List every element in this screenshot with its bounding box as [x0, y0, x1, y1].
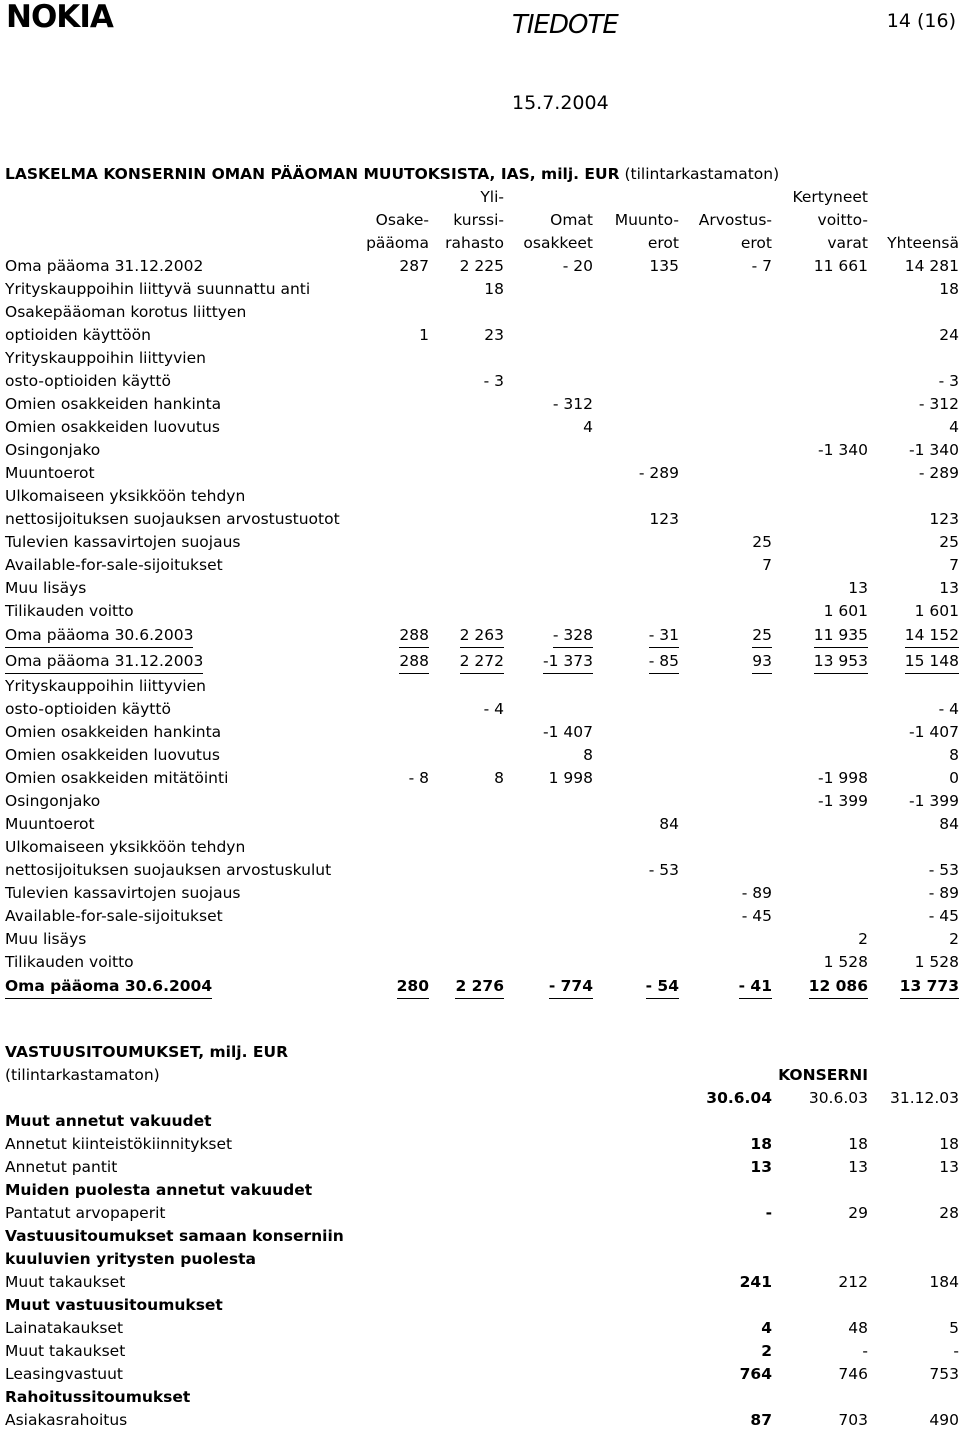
table-cell: 764 — [739, 1365, 772, 1383]
row-label: Yrityskauppoihin liittyvien — [5, 677, 206, 695]
row-label: Leasingvastuut — [5, 1365, 123, 1383]
table-cell: 1 — [419, 326, 429, 344]
row-label: osto-optioiden käyttö — [5, 372, 171, 390]
table-cell: 212 — [838, 1273, 868, 1291]
table-cell: 13 — [939, 579, 959, 597]
table-row — [5, 698, 959, 721]
row-label: Available-for-sale-sijoitukset — [5, 556, 223, 574]
table-cell: 123 — [649, 510, 679, 528]
commitments-subtitle-row — [5, 1064, 959, 1087]
col-header: erot — [740, 234, 772, 252]
table-cell: - 53 — [648, 861, 679, 879]
table-cell: 84 — [939, 815, 959, 833]
col-header: Muunto- — [614, 211, 679, 229]
table-cell: 15 148 — [905, 649, 959, 674]
table-row — [5, 767, 959, 790]
table-cell: - 289 — [638, 464, 679, 482]
table-cell: 14 152 — [905, 623, 959, 648]
table-cell: 5 — [949, 1319, 959, 1337]
table-cell: - 312 — [552, 395, 593, 413]
table-cell: 87 — [750, 1411, 772, 1429]
table-cell: -1 399 — [818, 792, 868, 810]
table-cell: 2 — [761, 1342, 772, 1360]
table-cell: 25 — [752, 533, 772, 551]
row-label: Muu lisäys — [5, 579, 87, 597]
table-cell: - 45 — [741, 907, 772, 925]
section-heading-row — [5, 1248, 959, 1271]
table-row — [5, 721, 959, 744]
row-label: Yrityskauppoihin liittyvä suunnattu anti — [5, 280, 311, 298]
table-cell: 25 — [939, 533, 959, 551]
table-cell: - 4 — [483, 700, 504, 718]
table-cell: 14 281 — [904, 257, 959, 275]
table-cell: 25 — [752, 623, 772, 648]
commitments-title: VASTUUSITOUMUKSET, milj. EUR — [5, 1043, 289, 1061]
table-row — [5, 1271, 959, 1294]
table-cell: 18 — [939, 1135, 959, 1153]
table-row — [5, 393, 959, 416]
table-row — [5, 744, 959, 767]
table-cell: 8 — [583, 746, 593, 764]
row-label: Osakepääoman korotus liittyen — [5, 303, 247, 321]
table-cell: 288 — [399, 649, 429, 674]
table-cell: 0 — [949, 769, 959, 787]
table-cell: 11 661 — [813, 257, 868, 275]
table-row — [5, 324, 959, 347]
table-cell: 18 — [484, 280, 504, 298]
row-heading: Muiden puolesta annetut vakuudet — [5, 1181, 313, 1199]
section-heading-row — [5, 1225, 959, 1248]
group-label: KONSERNI — [778, 1066, 868, 1084]
table-row — [5, 974, 959, 1000]
table-cell: - — [862, 1342, 868, 1360]
table-cell: - 289 — [918, 464, 959, 482]
row-label: Osingonjako — [5, 441, 101, 459]
table-cell: - — [765, 1204, 772, 1222]
table-cell: 8 — [494, 769, 504, 787]
table-row — [5, 301, 959, 324]
table-cell: 490 — [929, 1411, 959, 1429]
table-cell: 1 998 — [548, 769, 593, 787]
table-cell: 280 — [397, 974, 429, 999]
table-cell: 23 — [484, 326, 504, 344]
release-date: 15.7.2004 — [512, 92, 609, 114]
table-row — [5, 508, 959, 531]
col-header: osakkeet — [523, 234, 593, 252]
table-cell: -1 399 — [909, 792, 959, 810]
row-label: Ulkomaiseen yksikköön tehdyn — [5, 487, 246, 505]
table-row — [5, 255, 959, 278]
table-cell: -1 340 — [818, 441, 868, 459]
table-cell: 287 — [399, 257, 429, 275]
table-cell: 123 — [929, 510, 959, 528]
row-label: Yrityskauppoihin liittyvien — [5, 349, 206, 367]
table-cell: - 41 — [739, 974, 772, 999]
table-cell: 7 — [949, 556, 959, 574]
row-label: Omien osakkeiden luovutus — [5, 418, 220, 436]
table-row — [5, 623, 959, 649]
table-cell: 28 — [939, 1204, 959, 1222]
row-label: Annetut pantit — [5, 1158, 118, 1176]
row-label: nettosijoituksen suojauksen arvostustuotot — [5, 510, 340, 528]
table-cell: 2 — [858, 930, 868, 948]
table-cell: 4 — [949, 418, 959, 436]
table-row — [5, 1202, 959, 1225]
table-cell: - 328 — [553, 623, 593, 648]
col-header: Yli- — [480, 188, 504, 206]
table-row — [5, 577, 959, 600]
row-label: Tilikauden voitto — [5, 953, 134, 971]
table-cell: -1 407 — [909, 723, 959, 741]
row-label: Muut takaukset — [5, 1273, 126, 1291]
table-cell: 2 263 — [460, 623, 504, 648]
table-cell: 288 — [399, 623, 429, 648]
table-row — [5, 531, 959, 554]
row-label: Omien osakkeiden hankinta — [5, 723, 222, 741]
commitments-statement — [5, 1041, 959, 1432]
col-header: pääoma — [366, 234, 429, 252]
col-header: varat — [827, 234, 868, 252]
table-row — [5, 554, 959, 577]
equity-column-headers — [5, 186, 959, 255]
table-cell: -1 340 — [909, 441, 959, 459]
table-cell: 703 — [838, 1411, 868, 1429]
commitments-date-headers — [5, 1087, 959, 1110]
table-row — [5, 1156, 959, 1179]
row-label: Ulkomaiseen yksikköön tehdyn — [5, 838, 246, 856]
table-cell: 135 — [649, 257, 679, 275]
table-row — [5, 649, 959, 675]
section-heading-row — [5, 1110, 959, 1133]
col-header: erot — [647, 234, 679, 252]
row-label: Lainatakaukset — [5, 1319, 124, 1337]
row-heading: Vastuusitoumukset samaan konserniin — [5, 1227, 344, 1245]
document-type: TIEDOTE — [512, 10, 618, 40]
row-label: Omien osakkeiden luovutus — [5, 746, 220, 764]
table-row — [5, 347, 959, 370]
table-row — [5, 600, 959, 623]
table-cell: 1 601 — [823, 602, 868, 620]
equity-table-body — [5, 255, 959, 1000]
table-cell: 93 — [752, 649, 772, 674]
row-label: Muut takaukset — [5, 1342, 126, 1360]
table-row — [5, 1409, 959, 1432]
col-header: rahasto — [445, 234, 504, 252]
row-label: osto-optioiden käyttö — [5, 700, 171, 718]
row-label: Oma pääoma 31.12.2003 — [5, 649, 203, 674]
table-cell: 84 — [659, 815, 679, 833]
date-header: 30.6.04 — [706, 1089, 772, 1107]
table-cell: 184 — [929, 1273, 959, 1291]
equity-statement — [5, 163, 959, 1000]
table-cell: - 54 — [646, 974, 679, 999]
table-cell: - 20 — [562, 257, 593, 275]
table-cell: 2 272 — [460, 649, 504, 674]
row-label: Tilikauden voitto — [5, 602, 134, 620]
table-cell: 24 — [939, 326, 959, 344]
table-row — [5, 790, 959, 813]
col-header: voitto- — [817, 211, 868, 229]
table-row — [5, 675, 959, 698]
table-row — [5, 439, 959, 462]
table-cell: 18 — [848, 1135, 868, 1153]
table-cell: - 4 — [938, 700, 959, 718]
row-label: Muuntoerot — [5, 815, 95, 833]
table-cell: -1 407 — [543, 723, 593, 741]
table-cell: 1 601 — [914, 602, 959, 620]
table-row — [5, 278, 959, 301]
row-heading: Rahoitussitoumukset — [5, 1388, 191, 1406]
commitments-table-body — [5, 1110, 959, 1432]
table-cell: 753 — [929, 1365, 959, 1383]
table-cell: 241 — [739, 1273, 772, 1291]
col-header: Arvostus- — [698, 211, 772, 229]
table-row — [5, 370, 959, 393]
row-label: Osingonjako — [5, 792, 101, 810]
table-cell: - 774 — [549, 974, 593, 999]
table-cell: 8 — [949, 746, 959, 764]
date-header: 31.12.03 — [889, 1089, 959, 1107]
table-cell: 13 773 — [900, 974, 959, 999]
table-row — [5, 1133, 959, 1156]
table-cell: - 31 — [649, 623, 679, 648]
table-cell: - 8 — [408, 769, 429, 787]
row-label: Asiakasrahoitus — [5, 1411, 128, 1429]
table-row — [5, 1363, 959, 1386]
table-row — [5, 813, 959, 836]
table-row — [5, 462, 959, 485]
table-row — [5, 416, 959, 439]
table-cell: -1 373 — [543, 649, 593, 674]
row-label: Oma pääoma 30.6.2004 — [5, 974, 212, 999]
table-cell: - — [953, 1342, 959, 1360]
row-label: nettosijoituksen suojauksen arvostuskulut — [5, 861, 332, 879]
table-row — [5, 1340, 959, 1363]
table-cell: 12 086 — [809, 974, 868, 999]
col-header: kurssi- — [453, 211, 504, 229]
table-row — [5, 882, 959, 905]
table-cell: 7 — [762, 556, 772, 574]
row-label: Tulevien kassavirtojen suojaus — [5, 533, 241, 551]
table-cell: - 45 — [928, 907, 959, 925]
row-label: Annetut kiinteistökiinnitykset — [5, 1135, 233, 1153]
table-row — [5, 905, 959, 928]
col-header: Omat — [550, 211, 593, 229]
table-cell: 1 528 — [823, 953, 868, 971]
row-label: Oma pääoma 31.12.2002 — [5, 257, 204, 275]
row-label: Pantatut arvopaperit — [5, 1204, 166, 1222]
row-heading: kuuluvien yritysten puolesta — [5, 1250, 256, 1268]
row-label: Omien osakkeiden hankinta — [5, 395, 222, 413]
table-cell: 48 — [848, 1319, 868, 1337]
table-cell: - 312 — [918, 395, 959, 413]
row-label: Tulevien kassavirtojen suojaus — [5, 884, 241, 902]
row-label: Muu lisäys — [5, 930, 87, 948]
table-cell: 2 — [949, 930, 959, 948]
row-heading: Muut annetut vakuudet — [5, 1112, 212, 1130]
nokia-logo: NOKIA — [6, 0, 113, 35]
table-cell: 13 — [750, 1158, 772, 1176]
table-cell: - 53 — [928, 861, 959, 879]
table-row — [5, 1317, 959, 1340]
table-cell: - 89 — [741, 884, 772, 902]
table-cell: 13 — [939, 1158, 959, 1176]
table-row — [5, 836, 959, 859]
section-heading-row — [5, 1294, 959, 1317]
table-cell: - 85 — [649, 649, 679, 674]
table-cell: - 3 — [483, 372, 504, 390]
table-cell: - 3 — [938, 372, 959, 390]
col-header: Osake- — [375, 211, 429, 229]
row-heading: Muut vastuusitoumukset — [5, 1296, 223, 1314]
table-row — [5, 485, 959, 508]
table-cell: 2 276 — [455, 974, 504, 999]
row-label: optioiden käyttöön — [5, 326, 151, 344]
row-label: Omien osakkeiden mitätöinti — [5, 769, 229, 787]
table-cell: 1 528 — [914, 953, 959, 971]
table-cell: 4 — [761, 1319, 772, 1337]
commitments-note: (tilintarkastamaton) — [5, 1066, 160, 1084]
table-cell: 18 — [750, 1135, 772, 1153]
table-cell: 2 225 — [459, 257, 504, 275]
equity-title: LASKELMA KONSERNIN OMAN PÄÄOMAN MUUTOKSISTA, IAS, milj. EUR (tilintarkastamaton) — [5, 165, 780, 183]
row-label: Oma pääoma 30.6.2003 — [5, 623, 193, 648]
col-header: Yhteensä — [887, 234, 959, 252]
col-header: Kertyneet — [792, 188, 868, 206]
table-cell: 13 953 — [814, 649, 868, 674]
table-cell: 13 — [848, 1158, 868, 1176]
section-heading-row — [5, 1179, 959, 1202]
table-row — [5, 928, 959, 951]
row-label: Available-for-sale-sijoitukset — [5, 907, 223, 925]
table-row — [5, 859, 959, 882]
table-cell: 746 — [838, 1365, 868, 1383]
table-cell: 4 — [583, 418, 593, 436]
table-row — [5, 951, 959, 974]
section-heading-row — [5, 1386, 959, 1409]
table-cell: 18 — [939, 280, 959, 298]
table-cell: 13 — [848, 579, 868, 597]
row-label: Muuntoerot — [5, 464, 95, 482]
table-cell: - 89 — [928, 884, 959, 902]
table-cell: -1 998 — [818, 769, 868, 787]
table-cell: - 7 — [751, 257, 772, 275]
table-cell: 29 — [848, 1204, 868, 1222]
page-number: 14 (16) — [886, 10, 956, 32]
date-header: 30.6.03 — [808, 1089, 868, 1107]
table-cell: 11 935 — [814, 623, 868, 648]
